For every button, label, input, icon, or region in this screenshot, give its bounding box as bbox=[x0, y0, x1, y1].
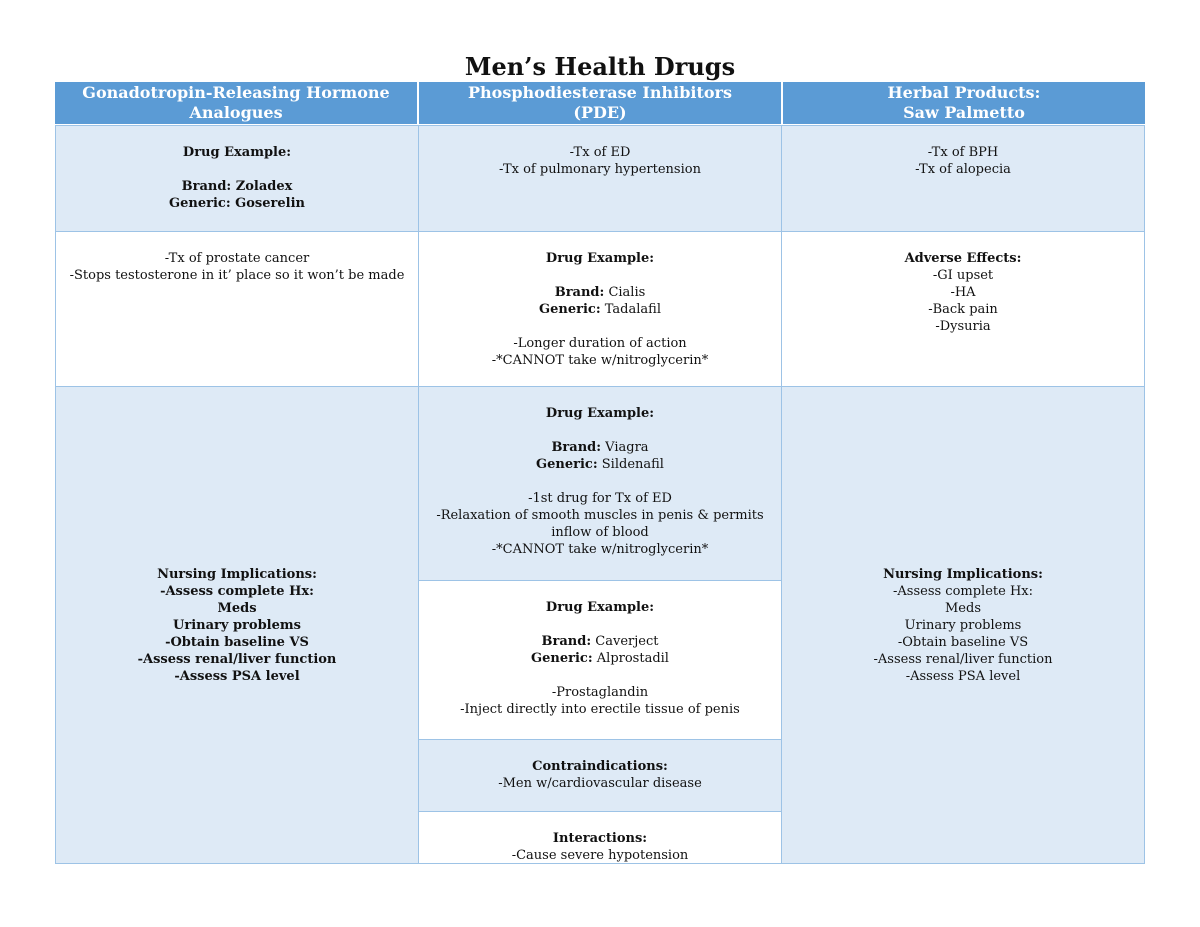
gnrh-nursing-2: Meds bbox=[217, 600, 257, 616]
pde-viagra-cell bbox=[418, 386, 782, 581]
pde-use-1: -Tx of ED bbox=[569, 145, 631, 160]
gnrh-nursing-4: -Obtain baseline VS bbox=[165, 634, 309, 650]
cialis-note-1: -Longer duration of action bbox=[513, 336, 687, 351]
pde-use-2: -Tx of pulmonary hypertension bbox=[499, 162, 701, 177]
gnrh-use-2: -Stops testosterone in it’ place so it won’t be made bbox=[69, 268, 405, 283]
gnrh-nursing-5: -Assess renal/liver function bbox=[137, 651, 337, 667]
caverject-generic: Alprostadil bbox=[592, 651, 669, 666]
cialis-generic: Tadalafil bbox=[600, 302, 661, 317]
caverject-brand: Caverject bbox=[591, 634, 659, 649]
saw-use-2: -Tx of alopecia bbox=[915, 162, 1011, 177]
gnrh-drug-example-label: Drug Example: bbox=[182, 145, 292, 160]
viagra-generic-label: Generic: bbox=[536, 457, 598, 472]
viagra-brand-label: Brand: bbox=[551, 440, 602, 455]
pde-caverject-cell bbox=[418, 580, 782, 740]
gnrh-nursing-label: Nursing Implications: bbox=[157, 566, 317, 582]
contraindications-label: Contraindications: bbox=[532, 759, 668, 774]
interactions-text: -Cause severe hypotension bbox=[511, 848, 689, 863]
caverject-drug-example-label: Drug Example: bbox=[545, 600, 655, 615]
saw-nursing-2: Meds bbox=[945, 600, 981, 616]
header-pde bbox=[419, 82, 781, 124]
pde-interactions-cell bbox=[418, 811, 782, 864]
pde-cialis-cell bbox=[418, 231, 782, 387]
gnrh-drug-example-cell bbox=[55, 125, 419, 232]
gnrh-nursing-6: -Assess PSA level bbox=[174, 668, 300, 684]
header-gnrh-line2: Analogues bbox=[189, 103, 283, 122]
saw-nursing-1: -Assess complete Hx: bbox=[893, 583, 1033, 599]
header-saw-line1: Herbal Products: bbox=[887, 83, 1041, 102]
gnrh-brand: Brand: Zoladex bbox=[181, 179, 293, 194]
gnrh-uses-cell bbox=[55, 231, 419, 387]
pde-uses-cell bbox=[418, 125, 782, 232]
page-title: Men’s Health Drugs bbox=[464, 52, 736, 81]
saw-nursing-cell bbox=[781, 386, 1145, 864]
viagra-note-2: -Relaxation of smooth muscles in penis & permits bbox=[436, 508, 764, 523]
saw-nursing-4: -Obtain baseline VS bbox=[897, 634, 1029, 650]
header-gnrh-line1: Gonadotropin-Releasing Hormone bbox=[82, 83, 390, 102]
contraindications-text: -Men w/cardiovascular disease bbox=[498, 776, 702, 791]
saw-use-1: -Tx of BPH bbox=[927, 145, 999, 160]
viagra-drug-example-label: Drug Example: bbox=[545, 406, 655, 421]
gnrh-nursing-cell bbox=[55, 386, 419, 864]
caverject-brand-label: Brand: bbox=[541, 634, 592, 649]
adverse-4: -Dysuria bbox=[935, 319, 991, 334]
header-gnrh bbox=[55, 82, 417, 124]
header-pde-line1: Phosphodiesterase Inhibitors bbox=[467, 83, 732, 102]
saw-adverse-cell bbox=[781, 231, 1145, 387]
cialis-note-2: -*CANNOT take w/nitroglycerin* bbox=[491, 353, 709, 368]
viagra-note-3: inflow of blood bbox=[551, 525, 649, 540]
adverse-2: -HA bbox=[950, 285, 976, 300]
cialis-brand: Cialis bbox=[604, 285, 646, 300]
header-saw-line2: Saw Palmetto bbox=[903, 103, 1025, 122]
header-saw-palmetto bbox=[783, 82, 1145, 124]
viagra-note-1: -1st drug for Tx of ED bbox=[528, 491, 672, 506]
cialis-generic-label: Generic: bbox=[539, 302, 601, 317]
header-pde-line2: (PDE) bbox=[573, 103, 627, 122]
saw-nursing-label: Nursing Implications: bbox=[883, 566, 1043, 582]
caverject-note-2: -Inject directly into erectile tissue of penis bbox=[460, 702, 740, 717]
adverse-3: -Back pain bbox=[928, 302, 998, 317]
caverject-note-1: -Prostaglandin bbox=[551, 685, 649, 700]
cialis-drug-example-label: Drug Example: bbox=[545, 251, 655, 266]
caverject-generic-label: Generic: bbox=[531, 651, 593, 666]
saw-nursing-3: Urinary problems bbox=[904, 617, 1022, 633]
cialis-brand-label: Brand: bbox=[554, 285, 605, 300]
pde-contraindications-cell bbox=[418, 739, 782, 812]
viagra-generic: Sildenafil bbox=[597, 457, 664, 472]
gnrh-nursing-1: -Assess complete Hx: bbox=[160, 583, 314, 599]
interactions-label: Interactions: bbox=[552, 831, 648, 846]
viagra-brand: Viagra bbox=[601, 440, 649, 455]
saw-nursing-6: -Assess PSA level bbox=[905, 668, 1021, 684]
gnrh-use-1: -Tx of prostate cancer bbox=[164, 251, 310, 266]
saw-uses-cell bbox=[781, 125, 1145, 232]
gnrh-generic: Generic: Goserelin bbox=[169, 196, 305, 211]
viagra-note-4: -*CANNOT take w/nitroglycerin* bbox=[491, 542, 709, 557]
adverse-1: -GI upset bbox=[932, 268, 994, 283]
adverse-effects-label: Adverse Effects: bbox=[904, 251, 1022, 266]
gnrh-nursing-3: Urinary problems bbox=[173, 617, 301, 633]
saw-nursing-5: -Assess renal/liver function bbox=[873, 651, 1053, 667]
